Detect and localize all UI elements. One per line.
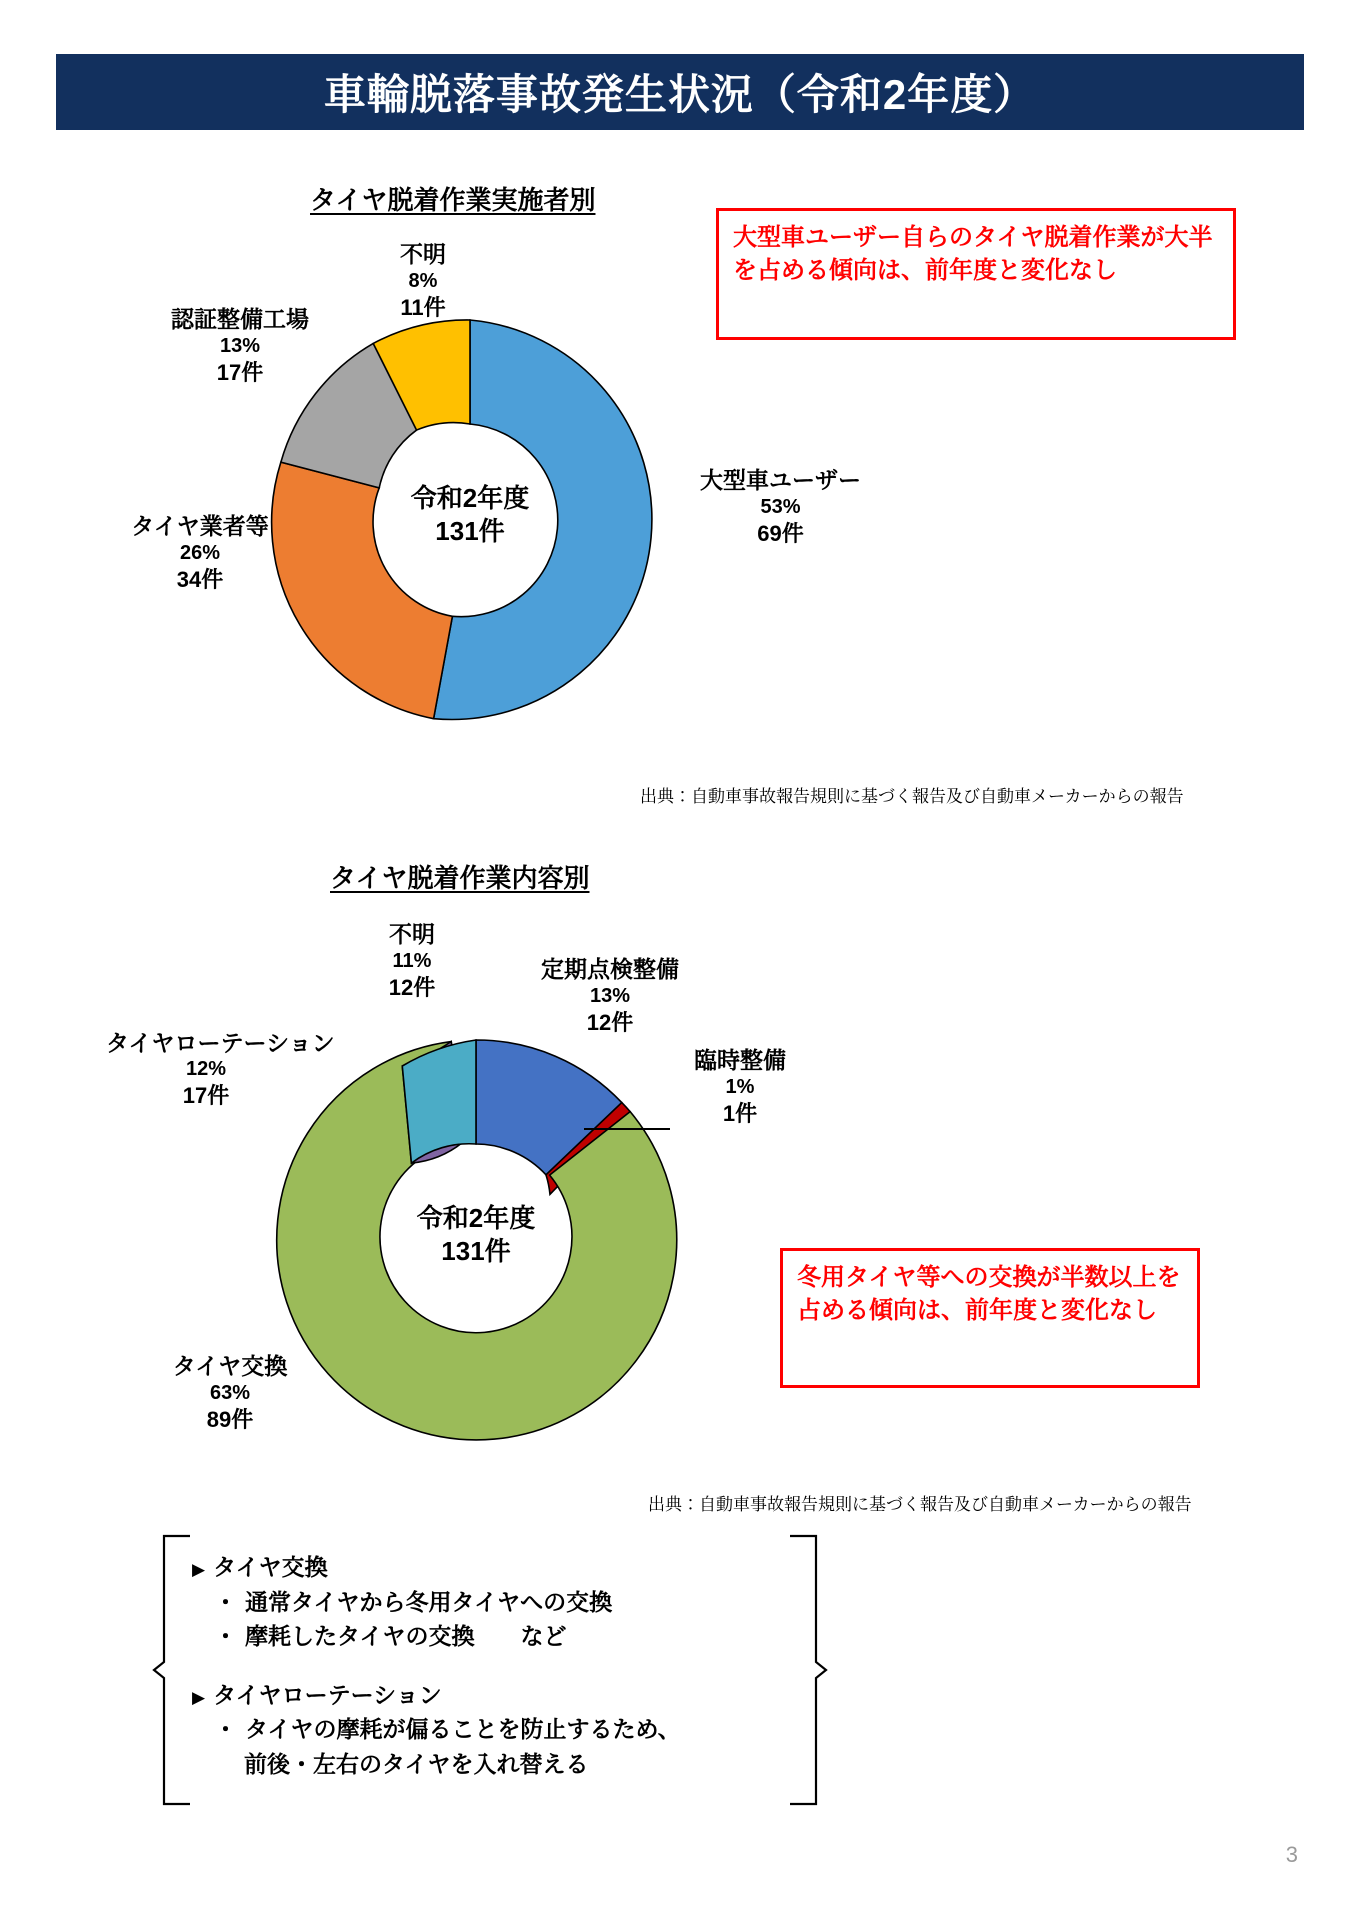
note-item-2-sub-1	[214, 1712, 681, 1747]
chart2-label-1-percent: 1%	[725, 1075, 755, 1098]
source-note-1: 出典：自動車事故報告規則に基づく報告及び自動車メーカーからの報告	[640, 787, 1184, 806]
dot-bullet-icon: ・	[214, 1588, 237, 1615]
donut-1-center-line1: 令和2年度	[410, 483, 530, 513]
note-item-2-head	[192, 1678, 681, 1713]
chart2-label-1-name: 臨時整備	[694, 1047, 786, 1073]
chart1-label-2-percent: 13%	[219, 334, 261, 357]
note-item-1-head-text: タイヤ交換	[213, 1554, 328, 1580]
chart1-label-3-name: 不明	[400, 241, 446, 267]
note-item-1-sub-2	[214, 1619, 681, 1654]
page-title-banner	[56, 54, 1304, 130]
chart2-label-0-percent: 13%	[589, 984, 631, 1007]
dot-bullet-icon-3: ・	[214, 1716, 237, 1742]
callout-box-2: 冬用タイヤ等への交換が半数以上を占める傾向は、前年度と変化なし	[780, 1248, 1200, 1388]
chart2-label-2-count: 89件	[206, 1406, 254, 1432]
note-item-2-sub-1-text: タイヤの摩耗が偏ることを防止するため、	[245, 1716, 681, 1742]
chart2-label-1-count: 1件	[722, 1100, 758, 1126]
slice-tire-dealer	[272, 462, 453, 719]
chart2-label-4-name: 不明	[389, 921, 435, 947]
note-item-1-sub-1-text: 通常タイヤから冬用タイヤへの交換	[245, 1588, 613, 1615]
chart2-label-3-percent: 12%	[185, 1058, 227, 1081]
leader-line-temporary-maintenance	[584, 1128, 670, 1130]
chart2-label-unknown	[352, 920, 472, 1001]
note-item-1-sub-1	[214, 1585, 681, 1620]
chart1-label-2-count: 17件	[216, 359, 264, 385]
chart1-label-3-percent: 8%	[408, 269, 438, 292]
chart1-label-1-percent: 26%	[179, 541, 221, 564]
chart2-label-temporary-maintenance	[650, 1046, 830, 1127]
chart2-label-4-count: 12件	[388, 974, 436, 1000]
page-number: 3	[1285, 1842, 1298, 1867]
chart2-label-0-name: 定期点検整備	[541, 956, 679, 982]
chart1-label-2-name: 認証整備工場	[171, 306, 309, 332]
note-item-2-sub-2-text: 前後・左右のタイヤを入れ替える	[244, 1750, 589, 1777]
note-item-1-head	[192, 1550, 681, 1585]
triangle-bullet-icon: ▶	[192, 1560, 206, 1579]
chart2-label-periodic-inspection	[500, 955, 720, 1036]
dot-bullet-icon-2: ・	[214, 1623, 237, 1649]
chart2-label-tire-replacement	[130, 1352, 330, 1433]
callout-box-1: 大型車ユーザー自らのタイヤ脱着作業が大半を占める傾向は、前年度と変化なし	[716, 208, 1236, 340]
chart1-label-0-percent: 53%	[760, 495, 801, 518]
section-heading-1: タイヤ脱着作業実施者別	[310, 185, 596, 215]
chart1-label-0-count: 69件	[757, 520, 804, 546]
donut-1-center-line2: 131件	[435, 516, 505, 547]
chart2-label-3-name: タイヤローテーション	[106, 1030, 335, 1056]
chart2-label-2-percent: 63%	[209, 1381, 251, 1404]
chart2-label-0-count: 12件	[586, 1009, 634, 1035]
definition-note-list	[192, 1546, 681, 1781]
chart1-label-tire-dealer	[110, 512, 290, 593]
chart1-label-certified-garage	[140, 305, 340, 386]
triangle-bullet-icon-2: ▶	[192, 1687, 206, 1707]
note-item-2-sub-2	[244, 1747, 681, 1782]
note-item-2-head-text: タイヤローテーション	[213, 1681, 442, 1708]
chart1-label-1-count: 34件	[176, 566, 224, 592]
chart2-label-3-count: 17件	[182, 1083, 230, 1109]
chart1-label-3-count: 11件	[400, 294, 446, 320]
chart2-label-tire-rotation	[106, 1030, 335, 1110]
definition-note-block	[150, 1530, 850, 1810]
note-spacer	[192, 1654, 681, 1674]
chart1-label-1-name: タイヤ業者等	[131, 513, 269, 539]
chart2-label-2-name: タイヤ交換	[172, 1353, 288, 1379]
chart1-label-large-vehicle-user	[700, 466, 861, 547]
source-note-2: 出典：自動車事故報告規則に基づく報告及び自動車メーカーからの報告	[648, 1495, 1192, 1514]
chart1-label-unknown	[368, 240, 478, 321]
chart2-label-4-percent: 11%	[392, 949, 432, 972]
section-heading-2: タイヤ脱着作業内容別	[330, 863, 590, 893]
chart1-label-0-name: 大型車ユーザー	[700, 467, 861, 493]
donut-2-center-line1: 令和2年度	[416, 1203, 536, 1233]
note-item-1-sub-2-text: 摩耗したタイヤの交換 など	[245, 1623, 567, 1649]
page-title: 車輪脱落事故発生状況（令和2年度）	[323, 71, 1037, 118]
donut-2-center-line2: 131件	[441, 1236, 511, 1267]
